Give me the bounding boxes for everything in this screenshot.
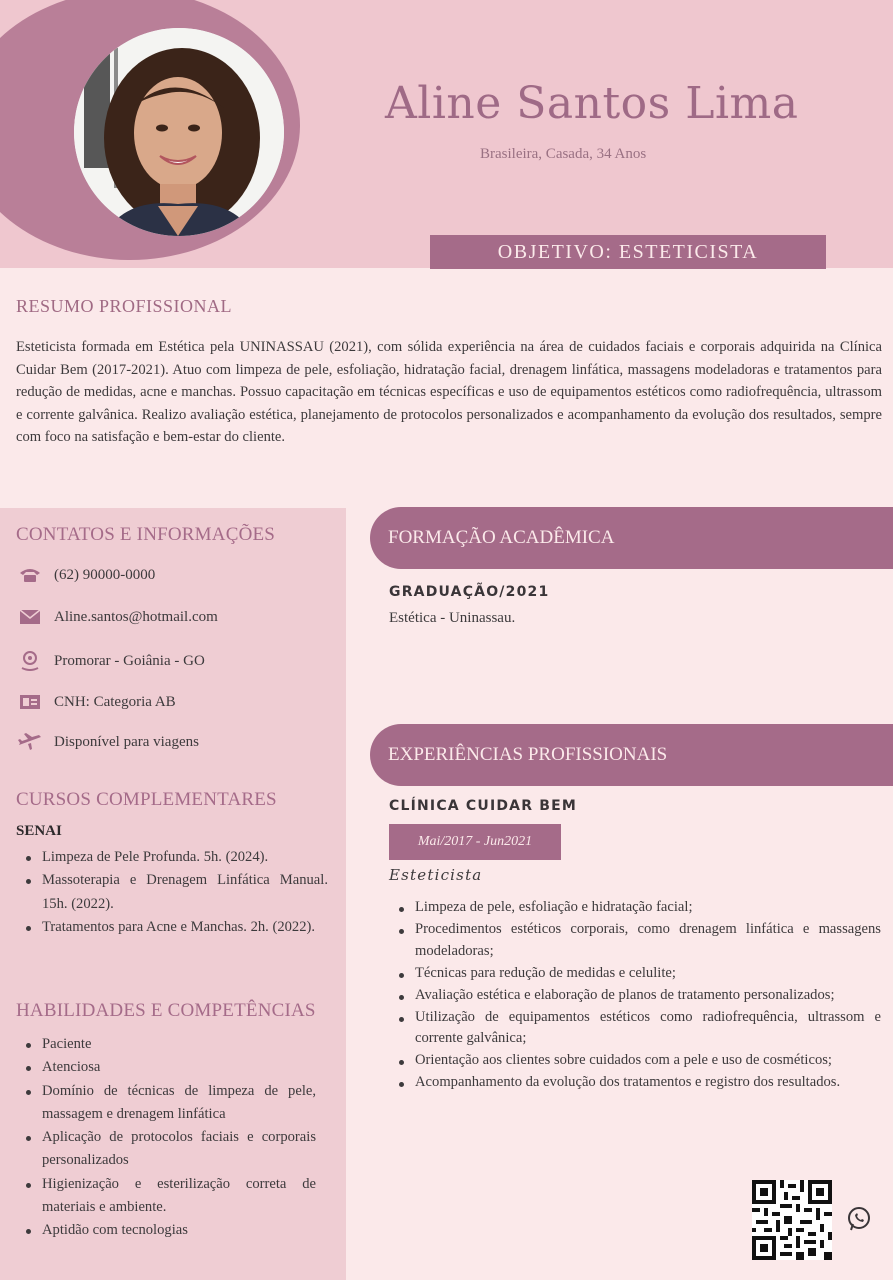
experience-title: EXPERIÊNCIAS PROFISSIONAIS — [370, 724, 893, 786]
list-item: Massoterapia e Drenagem Linfática Manual. 15h. (2022). — [16, 869, 328, 916]
header-band — [0, 0, 893, 268]
id-card-icon — [18, 692, 42, 712]
contact-phone[interactable] — [18, 563, 155, 587]
personal-info: Brasileira, Casada, 34 Anos — [480, 146, 647, 162]
profile-photo — [74, 28, 284, 236]
experience-company: CLÍNICA CUIDAR BEM — [389, 798, 578, 814]
list-item: Tratamentos para Acne e Manchas. 2h. (2022). — [16, 916, 328, 939]
list-item: Aplicação de protocolos faciais e corporais personalizados — [16, 1126, 316, 1173]
contact-license — [18, 690, 176, 714]
experience-role: Esteticista — [389, 866, 483, 884]
contacts-title: CONTATOS E INFORMAÇÕES — [16, 524, 276, 545]
phone-icon — [18, 565, 42, 585]
candidate-name: Aline Santos Lima — [385, 78, 799, 129]
education-degree: GRADUAÇÃO/2021 — [389, 584, 550, 600]
courses-list — [16, 846, 328, 939]
contact-text: (62) 90000-0000 — [54, 566, 156, 583]
list-item: Atenciosa — [16, 1056, 316, 1079]
qr-code[interactable] — [752, 1180, 832, 1260]
list-item: Aptidão com tecnologias — [16, 1219, 316, 1242]
list-item: Técnicas para redução de medidas e celulite; — [389, 963, 881, 985]
experience-list — [389, 897, 881, 1094]
contact-location — [18, 649, 205, 673]
contact-text: CNH: Categoria AB — [54, 693, 176, 710]
skills-title: HABILIDADES E COMPETÊNCIAS — [16, 1000, 316, 1021]
list-item: Limpeza de pele, esfoliação e hidratação facial; — [389, 897, 881, 919]
list-item: Higienização e esterilização correta de materiais e ambiente. — [16, 1173, 316, 1220]
list-item: Utilização de equipamentos estéticos como radiofrequência, ultrassom e corrente galvânica; — [389, 1007, 881, 1051]
contact-text: Disponível para viagens — [54, 733, 199, 750]
list-item: Acompanhamento da evolução dos tratamentos e registro dos resultados. — [389, 1072, 881, 1094]
list-item: Paciente — [16, 1033, 316, 1056]
airplane-icon — [18, 732, 42, 752]
location-icon — [18, 651, 42, 671]
mail-icon — [18, 607, 42, 627]
list-item: Domínio de técnicas de limpeza de pele, massagem e drenagem linfática — [16, 1080, 316, 1127]
whatsapp-icon[interactable] — [846, 1206, 872, 1232]
list-item: Orientação aos clientes sobre cuidados com a pele e uso de cosméticos; — [389, 1050, 881, 1072]
summary-title: RESUMO PROFISSIONAL — [16, 296, 233, 316]
experience-period: Mai/2017 - Jun2021 — [389, 824, 561, 860]
contact-email[interactable] — [18, 605, 218, 629]
list-item: Limpeza de Pele Profunda. 5h. (2024). — [16, 846, 328, 869]
education-detail: Estética - Uninassau. — [389, 610, 516, 626]
list-item: Procedimentos estéticos corporais, como drenagem linfática e massagens modeladoras; — [389, 919, 881, 963]
contact-text: Promorar - Goiânia - GO — [54, 652, 205, 669]
skills-list — [16, 1033, 316, 1243]
list-item: Avaliação estética e elaboração de planos de tratamento personalizados; — [389, 985, 881, 1007]
contact-travel — [18, 730, 199, 754]
education-title: FORMAÇÃO ACADÊMICA — [370, 507, 893, 569]
objective-banner: OBJETIVO: ESTETICISTA — [430, 235, 826, 269]
courses-title: CURSOS COMPLEMENTARES — [16, 789, 277, 810]
course-institution: SENAI — [16, 823, 62, 839]
summary-text: Esteticista formada em Estética pela UNINASSAU (2021), com sólida experiência na área de cuidados faciais e corporais adquirida na Clínica Cuidar Bem (2017-2021). Atuo com limpeza de pele, esfoliação, hidratação facial, drenagem linfática, massagens modeladoras e tratamentos para redução de medidas, acne e manchas. Possuo capacitação em técnicas específicas e uso de equipamentos estéticos como radiofrequência, ultrassom e corrente galvânica. Realizo avaliação estética, planejamento de protocolos personalizados e acompanhamento da evolução dos resultados, sempre com foco na satisfação e bem-estar do cliente. — [16, 339, 882, 446]
contact-text: Aline.santos@hotmail.com — [54, 608, 218, 625]
